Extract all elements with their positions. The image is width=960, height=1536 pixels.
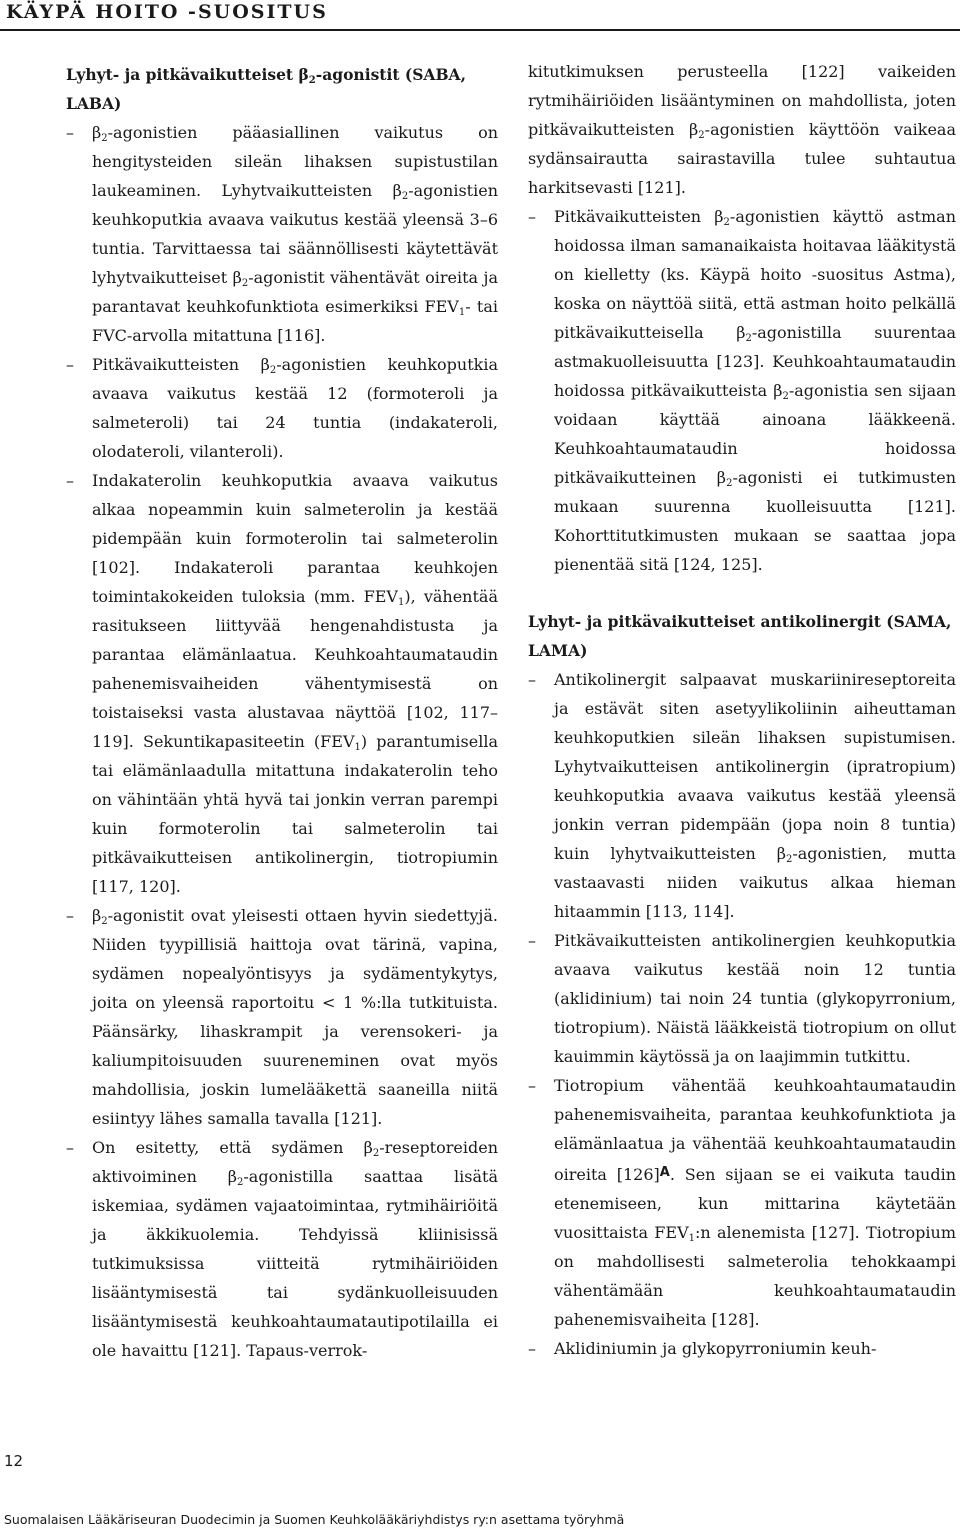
text-run: Pitkävaikutteisten antikolinergien keuhkoputkia avaava vaikutus kestää noin 12 tuntia (aklidinium) tai noin 24 tuntia (glykopyrronium, tiotropium). Näistä lääkkeistä tiotropium on ollut kauimmin käytössä ja on laajimmin tutkittu.	[554, 931, 956, 1066]
bullet-list	[528, 665, 956, 1363]
dash-marker: –	[528, 670, 536, 689]
dash-marker: –	[528, 207, 536, 226]
bullet-item	[66, 466, 498, 901]
dash-marker: –	[66, 471, 74, 490]
subscript: 2	[726, 478, 733, 489]
text-run: Pitkävaikutteisten β	[554, 207, 724, 226]
text-run: -agonisti ei tutkimusten mukaan suurenna kuolleisuutta [121]. Kohorttitutkimusten mukaan se saattaa jopa pienentää sitä [124, 125].	[554, 468, 957, 574]
subscript: 2	[785, 854, 793, 865]
text-run: Aklidiniumin ja glykopyrroniumin keuh-	[554, 1339, 877, 1358]
continued-paragraph	[528, 57, 956, 202]
dash-marker: –	[528, 1339, 536, 1358]
text-run: Pitkävaikutteisten β	[92, 355, 270, 374]
text-run: kitutkimuksen perusteella [122] vaikeiden rytmihäiriöiden lisääntyminen on mahdollista, joten pitkävaikutteisten β	[528, 62, 956, 139]
subscript: 1	[688, 1233, 695, 1244]
header-title: KÄYPÄ HOITO -SUOSITUS	[6, 1, 328, 23]
bullet-item	[66, 901, 498, 1133]
footer-text: Suomalaisen Lääkäriseuran Duodecimin ja Suomen Keuhkolääkäriyhdistys ry:n asettama työryhmä	[4, 1512, 625, 1527]
left-column	[66, 60, 498, 1365]
subscript: 2	[698, 130, 705, 141]
bullet-item	[66, 1133, 498, 1365]
bullet-item	[528, 202, 956, 579]
dash-marker: –	[66, 906, 74, 925]
header-rule	[0, 29, 960, 31]
subscript: 2	[782, 391, 789, 402]
text-run: Indakaterolin keuhkoputkia avaava vaikutus alkaa nopeammin kuin salmeterolin ja kestää pidempään kuin formoterolin tai salmeterolin [102]. Indakateroli parantaa keuhkojen toimintakokeiden tuloksia (mm. FEV	[92, 471, 498, 606]
text-run: -agonistilla suurentaa astmakuolleisuutta [123]. Keuhkoahtaumataudin hoidossa pitkävaikutteista β	[554, 323, 956, 400]
bullet-item	[528, 1071, 956, 1334]
subscript: 2	[723, 217, 730, 228]
text-run: Antikolinergit salpaavat muskariinireseptoreita ja estävät siten asetyylikoliinin aiheuttaman keuhkoputkien sileän lihaksen supistumisen. Lyhytvaikutteisen antikolinergin (ipratropium) keuhkoputkia avaava vaikutus kestää yleensä jonkin verran pidempään (jopa noin 8 tuntia) kuin lyhytvaikutteisten β	[554, 670, 956, 863]
text-run: β	[92, 906, 102, 925]
text-run: Tiotropium vähentää keuhkoahtaumataudin pahenemisvaiheita, parantaa keuhkofunktiota ja elämänlaatua ja vähentää keuhkoahtaumataudin oireita [126]	[554, 1076, 956, 1184]
subscript: 2	[745, 333, 752, 344]
page-number: 12	[4, 1452, 24, 1470]
bullet-item	[66, 350, 498, 466]
text-run: -reseptoreiden aktivoiminen β	[92, 1138, 498, 1186]
text-run: β	[92, 123, 102, 142]
subscript: 2	[241, 278, 249, 289]
dash-marker: –	[66, 1138, 74, 1157]
text-run: -agonistia sen sijaan voidaan käyttää ainoana lääkkeenä. Keuhkoahtaumataudin hoidossa pitkävaikutteinen β	[554, 381, 956, 487]
subscript: 2	[237, 1177, 244, 1188]
dash-marker: –	[66, 355, 74, 374]
text-run: ), vähentää rasitukseen liittyvää hengenahdistusta ja parantaa elämänlaatua. Keuhkoahtaumataudin pahenemisvaiheiden vähentymisestä on toistaiseksi vasta alustavaa näyttöä [102, 117–119]. Sekuntikapasiteetin (FEV	[92, 587, 498, 751]
dash-marker: –	[66, 123, 74, 142]
section-heading-sama-lama: Lyhyt- ja pitkävaikutteiset antikolinergit (SAMA, LAMA)	[528, 612, 952, 660]
bullet-list	[66, 118, 498, 1365]
text-run: -agonistien keuhkoputkia avaava vaikutus kestää 12 (formoteroli ja salmeteroli) tai 24 tuntia (indakateroli, olodateroli, vilanteroli).	[92, 355, 498, 461]
text-run: -agonistien keuhkoputkia avaava vaikutus kestää yleensä 3–6 tuntia. Tarvittaessa tai säännöllisesti käytettävät lyhytvaikutteiset β	[92, 181, 498, 287]
subscript: 2	[372, 1148, 380, 1159]
text-run: -agonistit vähentävät oireita ja parantavat keuhkofunktiota esimerkiksi FEV	[92, 268, 499, 316]
text-run: -agonistien pääasiallinen vaikutus on hengitysteiden sileän lihaksen supistustilan laukeaminen. Lyhytvaikutteisten β	[92, 123, 498, 200]
dash-marker: –	[528, 931, 536, 950]
bullet-item	[528, 665, 956, 926]
subscript: 2	[269, 365, 277, 376]
text-run: :n alenemista [127]. Tiotropium on mahdollisesti salmeterolia tehokkaampi vähentämään keuhkoahtaumataudin pahenemisvaiheita [128].	[554, 1223, 956, 1329]
text-run: On esitetty, että sydämen β	[92, 1138, 373, 1157]
text-run: -agonistien käyttö astman hoidossa ilman samanaikaista hoitavaa lääkitystä on kielletty (ks. Käypä hoito -suositus Astma), koska on näyttöä siitä, että astman hoito pelkällä pitkävaikutteisella β	[554, 207, 956, 342]
text-run: -agonistit ovat yleisesti ottaen hyvin siedettyjä. Niiden tyypillisiä haittoja ovat tärinä, vapina, sydämen nopealyöntisyys ja sydämentykytys, joita on yleensä raportoitu < 1 %:lla tutkituista. Päänsärky, lihaskrampit ja verensokeri- ja kaliumpitoisuuden suureneminen ovat myös mahdollisia, joskin lumelääkettä saaneilla niitä esiintyy lähes samalla tavalla [121].	[92, 906, 498, 1128]
text-run: ) parantumisella tai elämänlaadulla mitattuna indakaterolin teho on vähintään yhtä hyvä tai jonkin verran parempi kuin formoterolin tai salmeterolin tai pitkävaikutteisen antikolinergin, tiotropiumin [117, 120].	[92, 732, 498, 896]
page-header	[0, 0, 960, 26]
bullet-item	[66, 118, 498, 350]
right-column	[528, 57, 956, 1363]
dash-marker: –	[528, 1076, 536, 1095]
bullet-list	[528, 202, 956, 579]
bullet-item	[528, 1334, 956, 1363]
bullet-item	[528, 926, 956, 1071]
section-heading-saba-laba: Lyhyt- ja pitkävaikutteiset $\beta_2$-agonistit (SABA, LABA)	[66, 65, 466, 113]
subscript: 2	[101, 133, 108, 144]
subscript: 2	[401, 191, 409, 202]
subscript: 2	[101, 916, 108, 927]
subscript: 1	[354, 742, 361, 753]
evidence-grade-badge: A	[659, 1165, 670, 1180]
text-run: -agonistien, mutta vastaavasti niiden vaikutus alkaa hieman hitaammin [113, 114].	[554, 844, 957, 921]
text-run: -agonistilla saattaa lisätä iskemiaa, sydämen vajaatoimintaa, rytmihäiriöitä ja äkkikuolemia. Tehdyissä kliinisissä tutkimuksissa viitteitä rytmihäiriöiden lisääntymisestä tai sydänkuolleisuuden lisääntymisestä keuhkoahtaumatautipotilailla ei ole havaittu [121]. Tapaus-verrok-	[92, 1167, 498, 1360]
text-run: -agonistien käyttöön vaikeaa sydänsairautta sairastavilla tulee suhtautua harkitsevasti [121].	[528, 120, 956, 197]
text-run: - tai FVC-arvolla mitattuna [116].	[92, 297, 498, 345]
subscript: 1	[397, 597, 405, 608]
subscript: 1	[458, 307, 466, 318]
text-run: . Sen sijaan se ei vaikuta taudin etenemiseen, kun mittarina käytetään vuosittaista FEV	[554, 1165, 957, 1242]
